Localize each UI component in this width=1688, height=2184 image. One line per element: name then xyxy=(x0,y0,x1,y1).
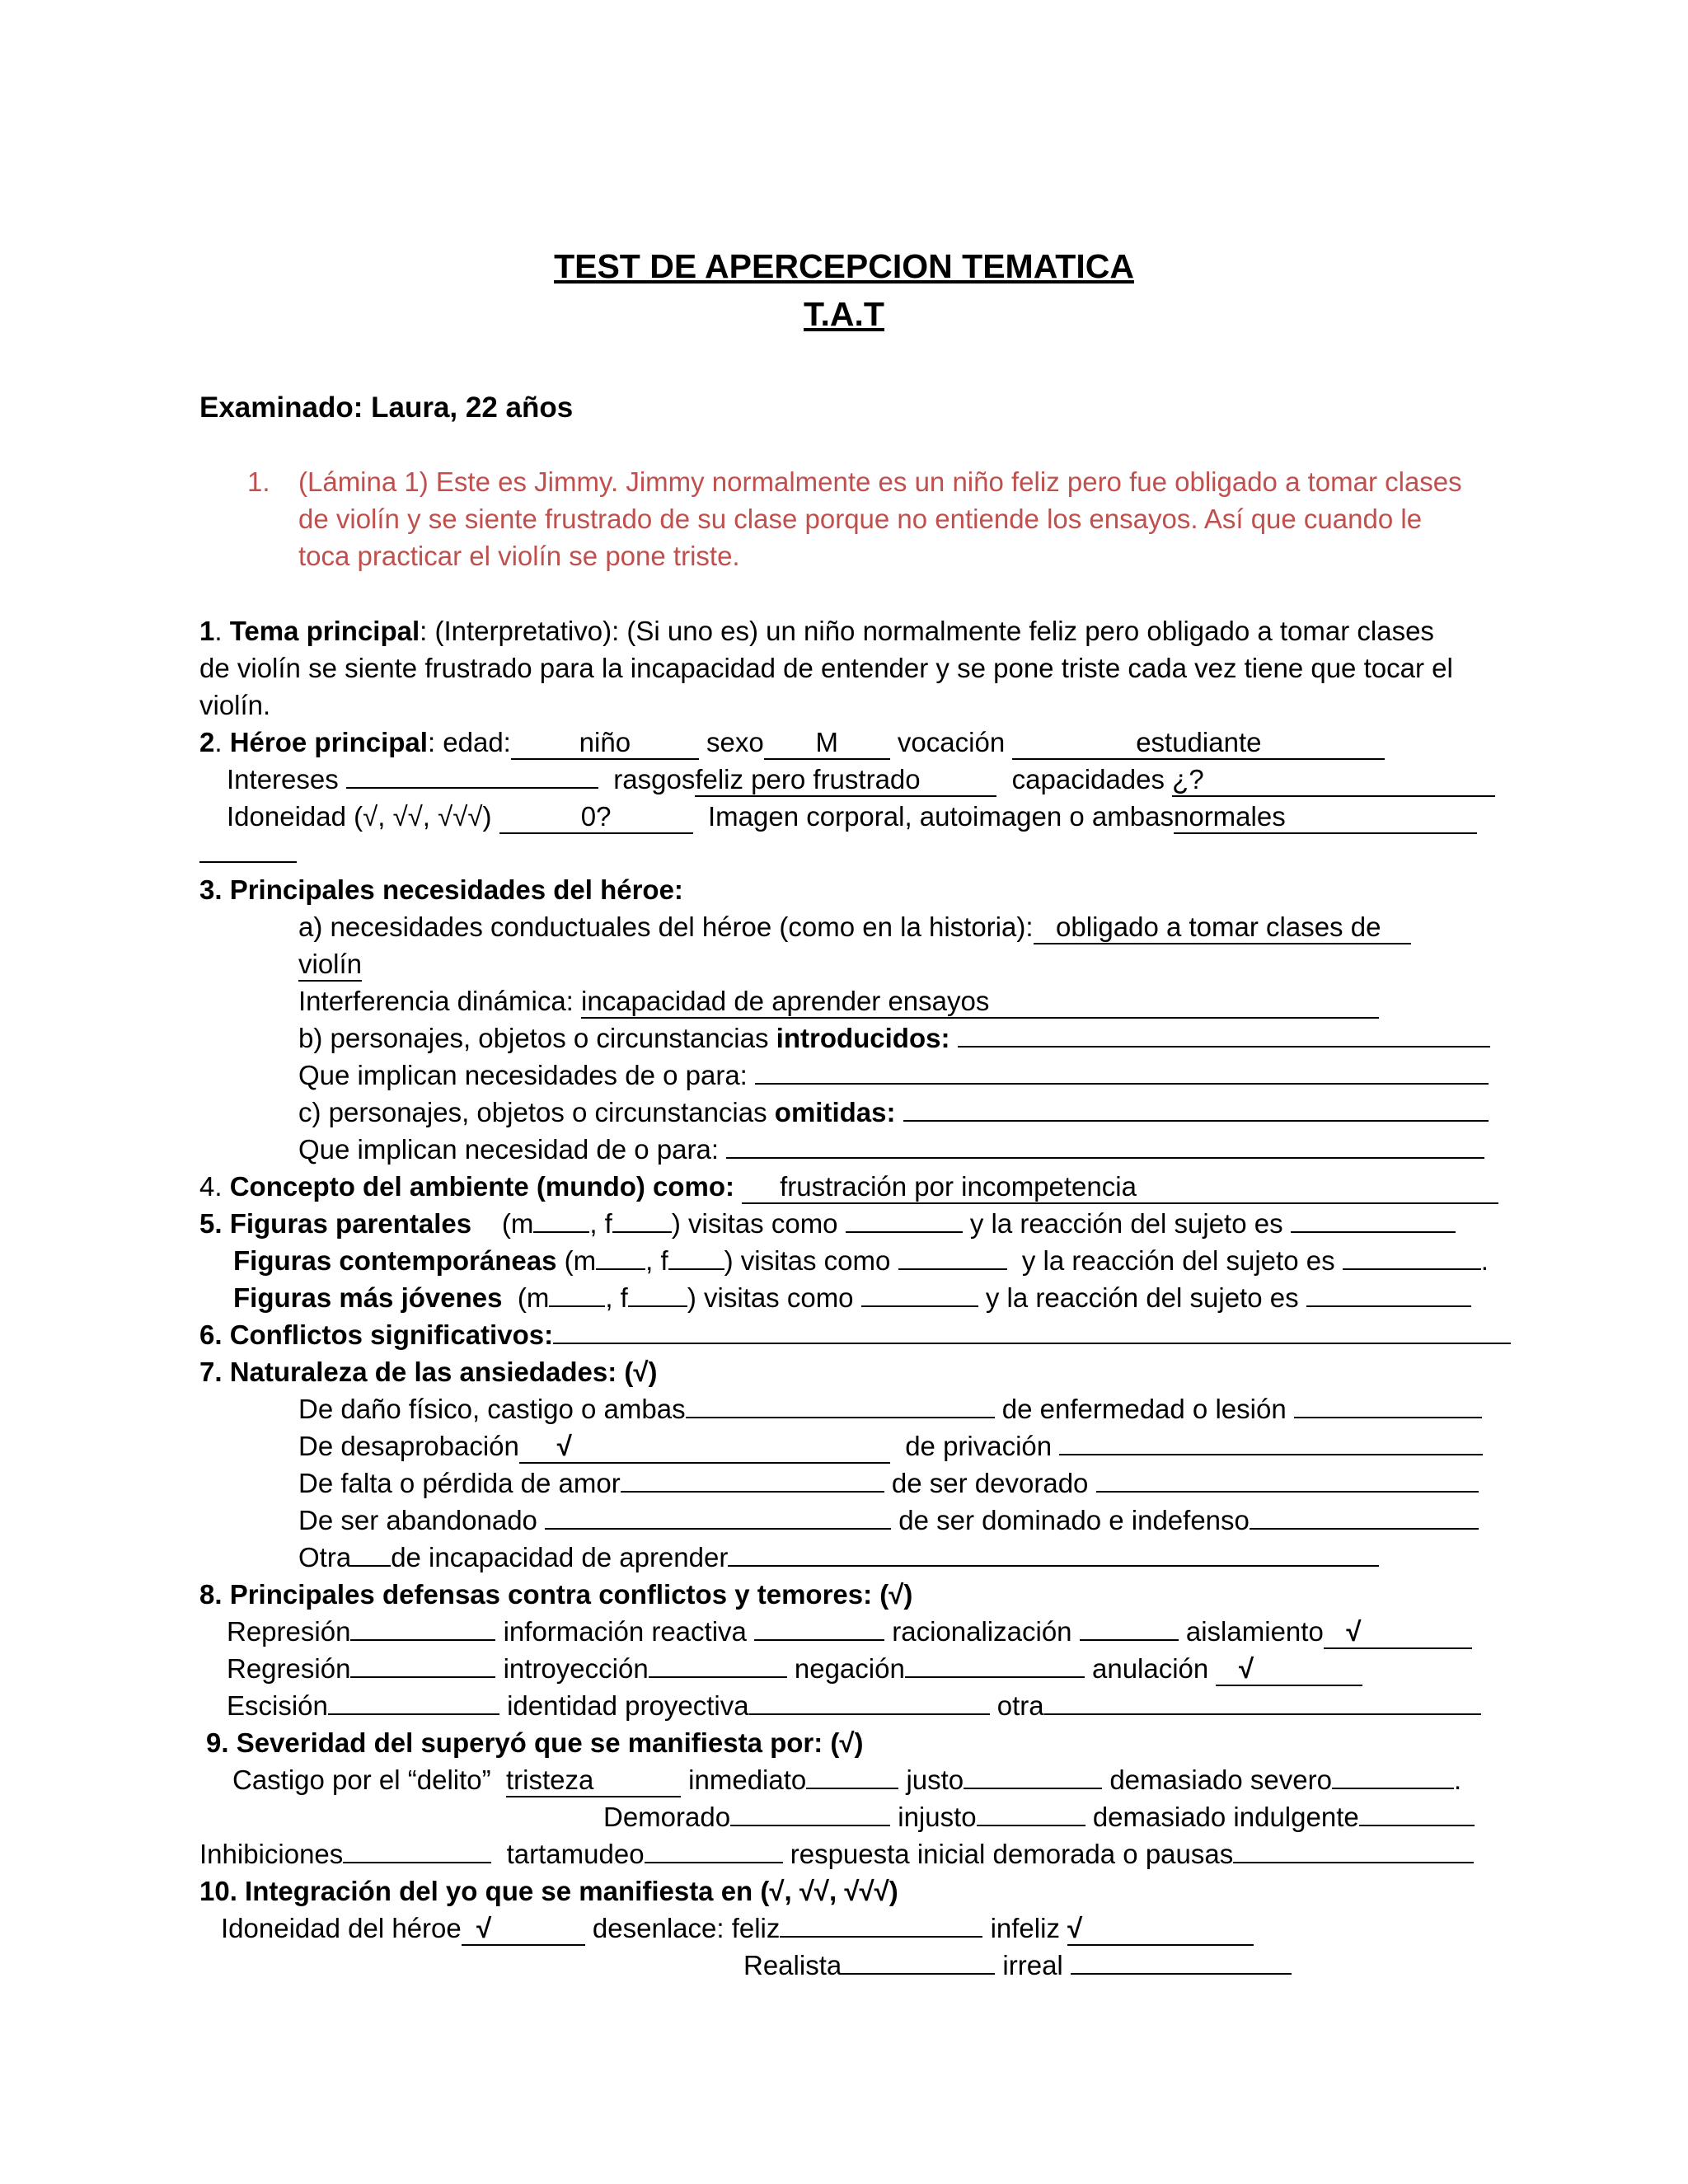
interferencia-field[interactable]: incapacidad de aprender ensayos xyxy=(581,986,1379,1019)
section-3-line xyxy=(298,983,1379,1019)
field-label: ) visitas como xyxy=(687,1282,854,1313)
conductuales-field[interactable] xyxy=(1034,912,1411,944)
dominado-field[interactable] xyxy=(1250,1528,1479,1530)
field-label: demasiado severo xyxy=(1109,1765,1332,1795)
rasgos-field[interactable]: feliz pero frustrado xyxy=(695,764,996,797)
otra-field[interactable] xyxy=(351,1565,391,1567)
page-title: TEST DE APERCEPCION TEMATICA xyxy=(554,247,1134,285)
field-label: justo xyxy=(906,1765,964,1795)
check-mark: √ xyxy=(1346,1616,1362,1647)
section-3-line xyxy=(298,1057,1489,1094)
section-7-line xyxy=(298,1502,1479,1539)
section-5-line xyxy=(233,1243,1489,1279)
field-label: , f xyxy=(645,1245,668,1276)
section-2-line xyxy=(199,836,297,872)
field-label: otra xyxy=(996,1690,1044,1721)
section-number: 1 xyxy=(199,616,215,646)
section-2-line: 2. Héroe principal: edad: niño sexo M vocación estudiante xyxy=(199,724,1385,761)
tartamudeo-field[interactable] xyxy=(645,1862,783,1863)
otra-line-field[interactable] xyxy=(728,1565,1379,1567)
parentales-visitas-field[interactable] xyxy=(846,1231,963,1233)
field-label: de privación xyxy=(905,1431,1053,1461)
field-label: Castigo por el “delito” xyxy=(232,1765,491,1795)
section-3-line xyxy=(298,1094,1489,1131)
ambiente-value: frustración por incompetencia xyxy=(780,1171,1137,1202)
field-label: De ser abandonado xyxy=(298,1505,537,1535)
field-label-bold: introducidos: xyxy=(776,1023,950,1053)
field-label: Intereses xyxy=(227,764,339,794)
section-7-line xyxy=(298,1540,1379,1576)
imagen-field[interactable]: normales xyxy=(1174,801,1477,834)
section-9-line xyxy=(232,1762,1461,1798)
section-7-heading: 7. Naturaleza de las ansiedades: (√) xyxy=(199,1357,658,1387)
field-label: Que implican necesidades de o para: xyxy=(298,1060,748,1090)
field-label: y la reacción del sujeto es xyxy=(1021,1245,1335,1276)
field-label: ) visitas como xyxy=(724,1245,891,1276)
field-label: racionalización xyxy=(892,1616,1072,1647)
section-9-line xyxy=(199,1836,1474,1872)
field-label: b) personajes, objetos o circunstancias xyxy=(298,1023,776,1053)
vocacion-field[interactable]: estudiante xyxy=(1012,727,1385,760)
section-1-line: 1. Tema principal: (Interpretativo): (Si uno es) un niño normalmente feliz pero obligado a tomar clases xyxy=(199,616,1434,646)
section-label: Figuras contemporáneas xyxy=(233,1245,557,1276)
field-label: introyección xyxy=(503,1653,649,1684)
section-7-line xyxy=(298,1428,1483,1465)
identidad-field[interactable] xyxy=(749,1713,990,1715)
parentales-f-field[interactable] xyxy=(612,1231,672,1233)
negacion-field[interactable] xyxy=(905,1676,1085,1678)
severo-field[interactable] xyxy=(1332,1788,1454,1789)
feliz-field[interactable] xyxy=(780,1936,982,1938)
section-1-line: violín. xyxy=(199,690,271,720)
field-label: (m xyxy=(564,1245,597,1276)
field-label: identidad proyectiva xyxy=(507,1690,749,1721)
field-label: Represión xyxy=(227,1616,351,1647)
edad-field[interactable]: niño xyxy=(511,727,699,760)
infeliz-field[interactable] xyxy=(1067,1913,1254,1946)
section-4-line xyxy=(199,1169,1498,1205)
section-7-line xyxy=(298,1391,1482,1427)
check-mark: √ xyxy=(556,1431,572,1461)
field-label: infeliz xyxy=(990,1913,1060,1943)
field-label: , f xyxy=(589,1208,612,1239)
field-label: capacidades xyxy=(1011,764,1165,794)
jovenes-visitas-field[interactable] xyxy=(861,1305,978,1307)
escision-field[interactable] xyxy=(328,1713,499,1715)
implican-b-field[interactable] xyxy=(755,1083,1489,1085)
section-9-heading: 9. Severidad del superyó que se manifiesta por: (√) xyxy=(206,1727,864,1758)
field-label: Idoneidad del héroe xyxy=(221,1913,462,1943)
section-6-line xyxy=(199,1317,1511,1353)
field-label: anulación xyxy=(1091,1653,1209,1684)
injusto-field[interactable] xyxy=(977,1825,1085,1826)
section-10-line xyxy=(743,1947,1292,1984)
field-label: Inhibiciones xyxy=(199,1839,344,1869)
section-label: Figuras más jóvenes xyxy=(233,1282,503,1313)
field-label: tartamudeo xyxy=(506,1839,645,1869)
enfermedad-field[interactable] xyxy=(1294,1417,1482,1418)
section-2-line xyxy=(227,762,1495,798)
implican-c-field[interactable] xyxy=(726,1157,1484,1159)
field-label: respuesta inicial demorada o pausas xyxy=(790,1839,1234,1869)
field-label: Interferencia dinámica: xyxy=(298,986,574,1016)
section-10-heading: 10. Integración del yo que se manifiesta en (√, √√, √√√) xyxy=(199,1876,898,1906)
section-2-line xyxy=(227,799,1477,835)
conductuales-value: obligado a tomar clases de xyxy=(1056,912,1381,942)
field-label: inmediato xyxy=(688,1765,807,1795)
field-label: De falta o pérdida de amor xyxy=(298,1468,621,1498)
field-label: (m xyxy=(517,1282,550,1313)
introyeccion-field[interactable] xyxy=(649,1676,787,1678)
field-label: c) personajes, objetos o circunstancias xyxy=(298,1097,775,1127)
section-8-heading: 8. Principales defensas contra conflictos y temores: (√) xyxy=(199,1579,913,1610)
inmediato-field[interactable] xyxy=(806,1788,898,1789)
section-label: Concepto del ambiente (mundo) como: xyxy=(229,1171,735,1202)
field-label: irreal xyxy=(1002,1950,1063,1980)
section-number: 4. xyxy=(199,1171,230,1202)
section-number: 2 xyxy=(199,727,215,757)
section-3-line xyxy=(298,1020,1490,1057)
section-3-line xyxy=(298,1132,1484,1168)
story-line: toca practicar el violín se pone triste. xyxy=(298,541,740,571)
field-label: Regresión xyxy=(227,1653,351,1684)
section-5-line xyxy=(199,1206,1456,1242)
anulacion-field[interactable] xyxy=(1216,1653,1362,1686)
indulgente-field[interactable] xyxy=(1359,1825,1475,1826)
field-label: Realista xyxy=(743,1950,842,1980)
field-label: Imagen corporal, autoimagen o ambas xyxy=(707,801,1174,832)
section-3-heading: 3. Principales necesidades del héroe: xyxy=(199,874,683,905)
check-mark: √ xyxy=(1067,1913,1083,1943)
contemporaneas-reaccion-field[interactable] xyxy=(1343,1268,1481,1270)
field-label: Otra xyxy=(298,1542,352,1572)
section-label: 6. Conflictos significativos: xyxy=(199,1319,554,1350)
field-label: a) necesidades conductuales del héroe (como en la historia): xyxy=(298,912,1034,942)
field-label: Escisión xyxy=(227,1690,328,1721)
racionalizacion-field[interactable] xyxy=(1080,1639,1179,1641)
omitidas-field[interactable] xyxy=(903,1120,1489,1122)
conductuales-value-2[interactable]: violín xyxy=(298,949,362,982)
idoneidad-heroe-field[interactable] xyxy=(462,1913,585,1946)
field-label: desenlace: feliz xyxy=(592,1913,781,1943)
field-label: De daño físico, castigo o ambas xyxy=(298,1394,686,1424)
realista-field[interactable] xyxy=(842,1973,995,1975)
section-3-line xyxy=(298,909,1411,945)
intereses-field[interactable] xyxy=(346,787,598,789)
otra-value: de incapacidad de aprender xyxy=(391,1542,729,1572)
field-label: Idoneidad (√, √√, √√√) xyxy=(227,801,492,832)
field-label: Que implican necesidad de o para: xyxy=(298,1134,719,1165)
section-8-line xyxy=(227,1688,1481,1724)
inhibiciones-field[interactable] xyxy=(343,1862,491,1863)
section-7-line xyxy=(298,1465,1479,1502)
field-label: rasgos xyxy=(613,764,696,794)
justo-field[interactable] xyxy=(964,1788,1102,1789)
privacion-field[interactable] xyxy=(1059,1454,1483,1455)
section-label: 5. Figuras parentales xyxy=(199,1208,472,1239)
field-label: . xyxy=(1453,1765,1462,1795)
jovenes-reaccion-field[interactable] xyxy=(1306,1305,1471,1307)
field-label: de ser devorado xyxy=(891,1468,1089,1498)
formacion-field[interactable] xyxy=(754,1639,884,1641)
field-label: : edad: xyxy=(427,727,511,757)
field-label: vocación xyxy=(897,727,1006,757)
field-label: de ser dominado e indefenso xyxy=(898,1505,1250,1535)
contemporaneas-visitas-field[interactable] xyxy=(898,1268,1007,1270)
regresion-field[interactable] xyxy=(350,1676,495,1678)
overflow-field[interactable] xyxy=(199,861,297,863)
desaprobacion-field[interactable] xyxy=(519,1431,890,1464)
represion-field[interactable] xyxy=(350,1639,495,1641)
field-label: aislamiento xyxy=(1185,1616,1324,1647)
field-label: y la reacción del sujeto es xyxy=(969,1208,1283,1239)
field-label: de enfermedad o lesión xyxy=(1001,1394,1287,1424)
castigo-field[interactable] xyxy=(506,1765,681,1797)
falta-field[interactable] xyxy=(621,1491,884,1493)
field-label: Demorado xyxy=(603,1802,731,1832)
field-label: negación xyxy=(794,1653,905,1684)
field-label: sexo xyxy=(706,727,764,757)
contemporaneas-f-field[interactable] xyxy=(668,1268,724,1270)
story-line: de violín y se siente frustrado de su clase porque no entiende los ensayos. Así que cuando le xyxy=(298,504,1423,534)
aislamiento-field[interactable] xyxy=(1324,1616,1472,1649)
field-label: (m xyxy=(501,1208,534,1239)
field-label: ) visitas como xyxy=(671,1208,838,1239)
devorado-field[interactable] xyxy=(1096,1491,1479,1493)
jovenes-f-field[interactable] xyxy=(628,1305,687,1307)
dano-field[interactable] xyxy=(686,1417,995,1418)
section-text: : (Interpretativo): (Si uno es) un niño normalmente feliz pero obligado a tomar clases xyxy=(420,616,1434,646)
field-label: De desaprobación xyxy=(298,1431,519,1461)
respuesta-field[interactable] xyxy=(1233,1862,1474,1863)
irreal-field[interactable] xyxy=(1071,1973,1292,1975)
demorado-field[interactable] xyxy=(730,1825,890,1826)
section-9-line xyxy=(603,1799,1475,1835)
conflictos-field[interactable] xyxy=(553,1343,1511,1344)
examinee-line: Examinado: Laura, 22 años xyxy=(199,391,574,424)
sexo-field[interactable]: M xyxy=(764,727,890,760)
section-3-line xyxy=(298,946,362,982)
otra-defensa-field[interactable] xyxy=(1044,1713,1481,1715)
story-line: (Lámina 1) Este es Jimmy. Jimmy normalmente es un niño feliz pero fue obligado a tomar clases xyxy=(298,466,1462,497)
section-label: Tema principal xyxy=(229,616,420,646)
idoneidad-field[interactable]: 0? xyxy=(499,801,693,834)
field-label: . xyxy=(1480,1245,1489,1276)
check-mark: √ xyxy=(476,1913,492,1943)
field-label: demasiado indulgente xyxy=(1092,1802,1359,1832)
section-8-line xyxy=(227,1614,1472,1650)
introducidos-field[interactable] xyxy=(958,1046,1490,1047)
castigo-value: tristeza xyxy=(506,1765,594,1795)
section-label: Héroe principal xyxy=(229,727,428,757)
section-5-line xyxy=(233,1280,1471,1316)
ambiente-field[interactable] xyxy=(742,1171,1498,1204)
page-subtitle: T.A.T xyxy=(804,295,884,333)
field-label: y la reacción del sujeto es xyxy=(985,1282,1299,1313)
contemporaneas-m-field[interactable] xyxy=(596,1268,645,1270)
capacidades-field[interactable]: ¿? xyxy=(1172,764,1495,797)
field-label: injusto xyxy=(898,1802,977,1832)
section-1-line: de violín se siente frustrado para la incapacidad de entender y se pone triste cada vez tiene que tocar el xyxy=(199,653,1453,683)
section-10-line xyxy=(221,1910,1254,1947)
parentales-reaccion-field[interactable] xyxy=(1291,1231,1456,1233)
parentales-m-field[interactable] xyxy=(533,1231,589,1233)
field-label: información reactiva xyxy=(503,1616,747,1647)
field-label: , f xyxy=(605,1282,628,1313)
abandonado-field[interactable] xyxy=(545,1528,891,1530)
section-8-line xyxy=(227,1651,1362,1687)
check-mark: √ xyxy=(1238,1653,1254,1684)
jovenes-m-field[interactable] xyxy=(549,1305,605,1307)
field-label-bold: omitidas: xyxy=(774,1097,896,1127)
story-number: 1. xyxy=(247,466,270,497)
